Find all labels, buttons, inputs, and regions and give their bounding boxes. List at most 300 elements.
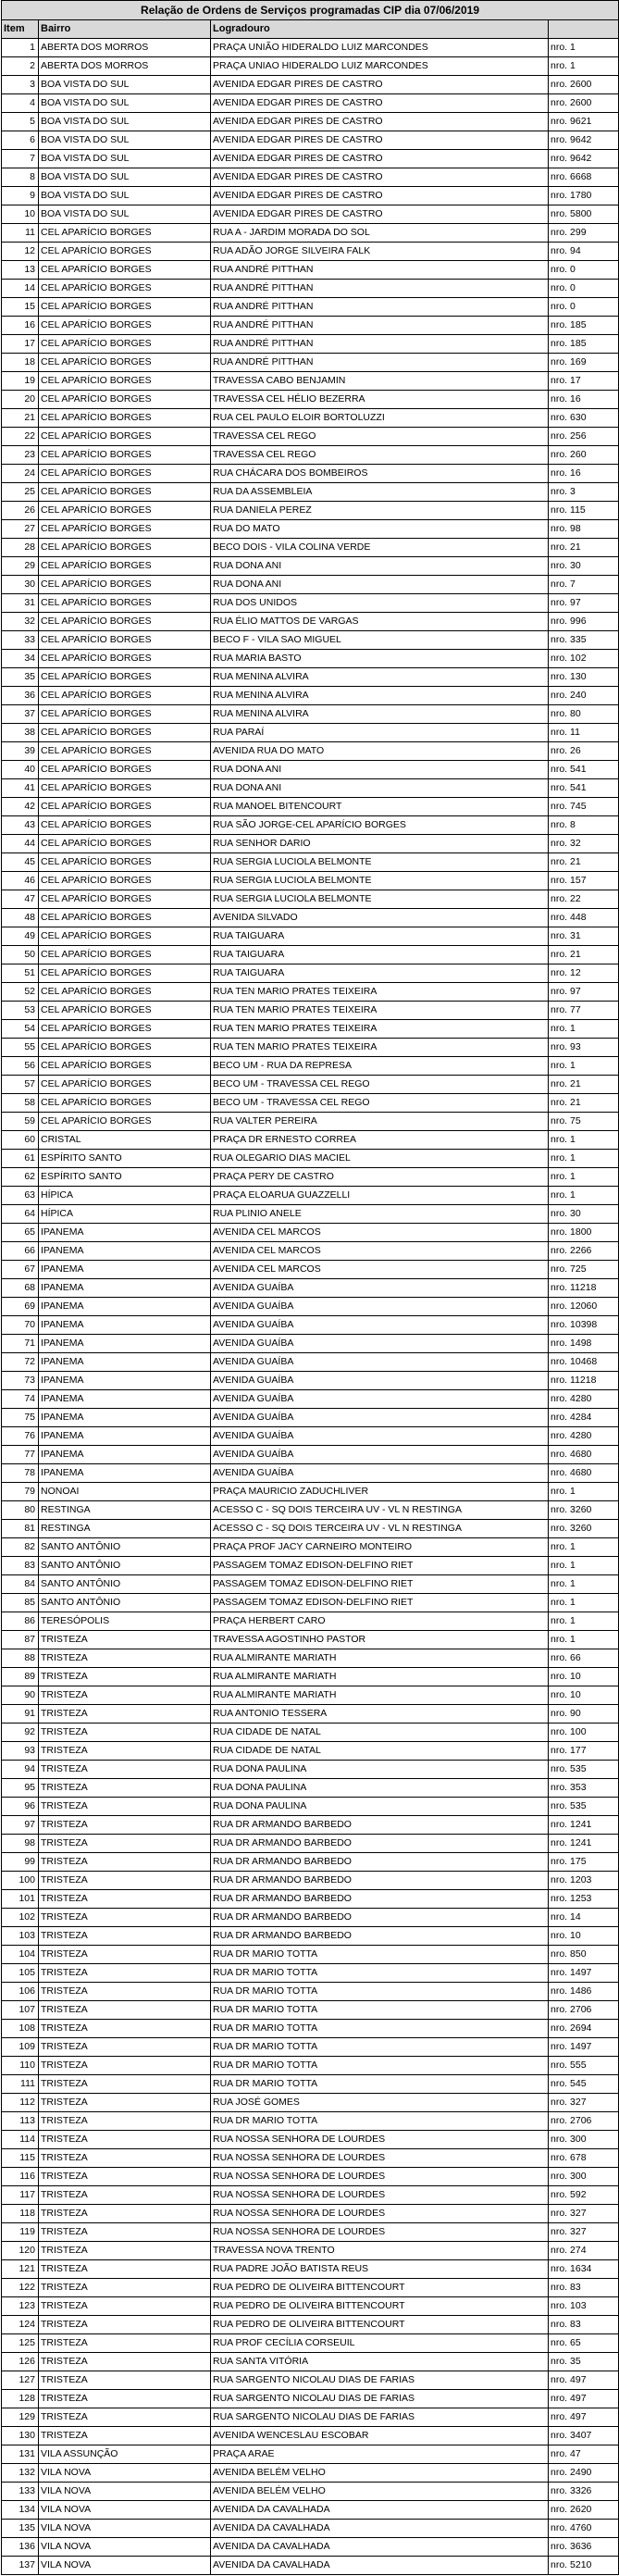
cell-numero: nro. 4280 — [549, 1390, 619, 1409]
cell-bairro: TRISTEZA — [39, 1853, 211, 1872]
cell-logradouro: AVENIDA EDGAR PIRES DE CASTRO — [211, 76, 549, 94]
cell-logradouro: RUA MENINA ALVIRA — [211, 668, 549, 687]
table-body — [2, 39, 619, 2575]
cell-bairro: BOA VISTA DO SUL — [39, 76, 211, 94]
cell-logradouro: RUA DR MARIO TOTTA — [211, 2075, 549, 2094]
table-row — [2, 1872, 619, 1890]
cell-logradouro: TRAVESSA CEL REGO — [211, 446, 549, 465]
table-row — [2, 1686, 619, 1705]
cell-item: 125 — [2, 2334, 39, 2353]
cell-numero: nro. 30 — [549, 1205, 619, 1224]
table-row — [2, 798, 619, 816]
cell-bairro: TRISTEZA — [39, 1816, 211, 1835]
cell-bairro: TRISTEZA — [39, 1761, 211, 1779]
cell-numero: nro. 1 — [549, 1168, 619, 1187]
cell-item: 88 — [2, 1649, 39, 1668]
cell-logradouro: PRAÇA PROF JACY CARNEIRO MONTEIRO — [211, 1538, 549, 1557]
cell-logradouro: RUA MARIA BASTO — [211, 650, 549, 668]
cell-numero: nro. 97 — [549, 594, 619, 613]
table-row — [2, 2390, 619, 2408]
cell-bairro: CEL APARÍCIO BORGES — [39, 1057, 211, 1076]
table-row — [2, 1261, 619, 1279]
cell-item: 57 — [2, 1076, 39, 1094]
cell-bairro: TRISTEZA — [39, 1779, 211, 1798]
table-row — [2, 927, 619, 946]
table-row — [2, 1002, 619, 1020]
cell-item: 132 — [2, 2464, 39, 2483]
table-row — [2, 2001, 619, 2020]
table-row — [2, 1057, 619, 1076]
table-row — [2, 1964, 619, 1983]
cell-bairro: CEL APARÍCIO BORGES — [39, 909, 211, 927]
table-row — [2, 1557, 619, 1575]
cell-numero: nro. 497 — [549, 2390, 619, 2408]
cell-logradouro: PRAÇA HERBERT CARO — [211, 1612, 549, 1631]
cell-item: 7 — [2, 150, 39, 168]
cell-numero: nro. 7 — [549, 576, 619, 594]
cell-numero: nro. 1 — [549, 1557, 619, 1575]
table-row — [2, 261, 619, 280]
cell-bairro: CEL APARÍCIO BORGES — [39, 557, 211, 576]
cell-item: 64 — [2, 1205, 39, 1224]
cell-bairro: CEL APARÍCIO BORGES — [39, 539, 211, 557]
table-row — [2, 1205, 619, 1224]
cell-numero: nro. 30 — [549, 557, 619, 576]
cell-numero: nro. 14 — [549, 1909, 619, 1927]
cell-logradouro: RUA PLINIO ANELE — [211, 1205, 549, 1224]
cell-logradouro: AVENIDA EDGAR PIRES DE CASTRO — [211, 150, 549, 168]
cell-logradouro: RUA DR ARMANDO BARBEDO — [211, 1909, 549, 1927]
cell-item: 108 — [2, 2020, 39, 2038]
cell-bairro: TRISTEZA — [39, 2112, 211, 2131]
table-row — [2, 2075, 619, 2094]
cell-numero: nro. 1498 — [549, 1335, 619, 1353]
cell-logradouro: AVENIDA GUAÍBA — [211, 1390, 549, 1409]
cell-logradouro: RUA DANIELA PEREZ — [211, 502, 549, 520]
cell-bairro: TRISTEZA — [39, 2205, 211, 2223]
cell-bairro: IPANEMA — [39, 1427, 211, 1446]
cell-item: 45 — [2, 853, 39, 872]
cell-logradouro: RUA TAIGUARA — [211, 927, 549, 946]
cell-numero: nro. 100 — [549, 1724, 619, 1742]
cell-numero: nro. 1497 — [549, 2038, 619, 2057]
table-row — [2, 2279, 619, 2297]
cell-numero: nro. 1 — [549, 1612, 619, 1631]
cell-item: 104 — [2, 1946, 39, 1964]
cell-numero: nro. 1241 — [549, 1835, 619, 1853]
cell-numero: nro. 1 — [549, 1631, 619, 1649]
cell-numero: nro. 83 — [549, 2279, 619, 2297]
cell-bairro: CEL APARÍCIO BORGES — [39, 890, 211, 909]
cell-logradouro: RUA NOSSA SENHORA DE LOURDES — [211, 2131, 549, 2149]
cell-bairro: CEL APARÍCIO BORGES — [39, 983, 211, 1002]
table-row — [2, 335, 619, 354]
table-row — [2, 2205, 619, 2223]
table-row — [2, 354, 619, 372]
cell-item: 15 — [2, 298, 39, 317]
cell-item: 8 — [2, 168, 39, 187]
cell-logradouro: TRAVESSA NOVA TRENTO — [211, 2242, 549, 2260]
cell-item: 75 — [2, 1409, 39, 1427]
cell-item: 69 — [2, 1298, 39, 1316]
cell-numero: nro. 5800 — [549, 205, 619, 224]
cell-item: 48 — [2, 909, 39, 927]
table-row — [2, 2334, 619, 2353]
cell-logradouro: RUA A - JARDIM MORADA DO SOL — [211, 224, 549, 243]
cell-numero: nro. 4680 — [549, 1446, 619, 1464]
table-row — [2, 1798, 619, 1816]
cell-bairro: BOA VISTA DO SUL — [39, 187, 211, 205]
cell-item: 89 — [2, 1668, 39, 1686]
table-row — [2, 2112, 619, 2131]
cell-numero: nro. 3260 — [549, 1520, 619, 1538]
cell-numero: nro. 541 — [549, 761, 619, 779]
cell-bairro: TRISTEZA — [39, 2149, 211, 2168]
cell-logradouro: RUA DR MARIO TOTTA — [211, 1964, 549, 1983]
cell-numero: nro. 2266 — [549, 1242, 619, 1261]
table-row — [2, 909, 619, 927]
cell-logradouro: RUA OLEGARIO DIAS MACIEL — [211, 1150, 549, 1168]
cell-item: 37 — [2, 705, 39, 724]
table-row — [2, 983, 619, 1002]
cell-numero: nro. 1 — [549, 1483, 619, 1501]
header-row — [2, 20, 619, 39]
cell-bairro: CEL APARÍCIO BORGES — [39, 224, 211, 243]
table-row — [2, 1076, 619, 1094]
cell-item: 131 — [2, 2445, 39, 2464]
cell-item: 106 — [2, 1983, 39, 2001]
cell-bairro: CEL APARÍCIO BORGES — [39, 1002, 211, 1020]
cell-item: 123 — [2, 2297, 39, 2316]
cell-logradouro: RUA DO MATO — [211, 520, 549, 539]
cell-logradouro: ACESSO C - SQ DOIS TERCEIRA UV - VL N RESTINGA — [211, 1501, 549, 1520]
cell-logradouro: RUA NOSSA SENHORA DE LOURDES — [211, 2205, 549, 2223]
cell-bairro: CEL APARÍCIO BORGES — [39, 335, 211, 354]
cell-logradouro: RUA ANDRÉ PITTHAN — [211, 335, 549, 354]
cell-item: 80 — [2, 1501, 39, 1520]
cell-logradouro: BECO F - VILA SAO MIGUEL — [211, 631, 549, 650]
cell-item: 50 — [2, 946, 39, 964]
cell-logradouro: TRAVESSA CEL REGO — [211, 428, 549, 446]
table-row — [2, 409, 619, 428]
table-row — [2, 428, 619, 446]
cell-bairro: IPANEMA — [39, 1464, 211, 1483]
cell-bairro: CEL APARÍCIO BORGES — [39, 576, 211, 594]
cell-bairro: CEL APARÍCIO BORGES — [39, 520, 211, 539]
table-row — [2, 391, 619, 409]
table-row — [2, 779, 619, 798]
cell-bairro: BOA VISTA DO SUL — [39, 205, 211, 224]
cell-numero: nro. 11218 — [549, 1279, 619, 1298]
cell-numero: nro. 260 — [549, 446, 619, 465]
cell-item: 87 — [2, 1631, 39, 1649]
table-row — [2, 187, 619, 205]
cell-bairro: TRISTEZA — [39, 1890, 211, 1909]
cell-logradouro: RUA CHÁCARA DOS BOMBEIROS — [211, 465, 549, 483]
table-row — [2, 1020, 619, 1039]
table-row — [2, 1316, 619, 1335]
cell-numero: nro. 1241 — [549, 1816, 619, 1835]
cell-logradouro: RUA TEN MARIO PRATES TEIXEIRA — [211, 1002, 549, 1020]
cell-bairro: TRISTEZA — [39, 1964, 211, 1983]
cell-numero: nro. 327 — [549, 2094, 619, 2112]
table-row — [2, 1927, 619, 1946]
cell-numero: nro. 16 — [549, 465, 619, 483]
cell-item: 29 — [2, 557, 39, 576]
cell-numero: nro. 1 — [549, 1131, 619, 1150]
table-row — [2, 853, 619, 872]
table-row — [2, 131, 619, 150]
cell-numero: nro. 115 — [549, 502, 619, 520]
cell-item: 109 — [2, 2038, 39, 2057]
cell-logradouro: RUA PADRE JOÃO BATISTA REUS — [211, 2260, 549, 2279]
cell-numero: nro. 75 — [549, 1113, 619, 1131]
cell-bairro: CEL APARÍCIO BORGES — [39, 594, 211, 613]
cell-item: 18 — [2, 354, 39, 372]
cell-item: 94 — [2, 1761, 39, 1779]
cell-logradouro: RUA SÃO JORGE-CEL APARÍCIO BORGES — [211, 816, 549, 835]
table-row — [2, 1279, 619, 1298]
cell-item: 137 — [2, 2557, 39, 2575]
cell-numero: nro. 3260 — [549, 1501, 619, 1520]
cell-logradouro: RUA TEN MARIO PRATES TEIXEIRA — [211, 983, 549, 1002]
cell-bairro: SANTO ANTÔNIO — [39, 1575, 211, 1594]
cell-numero: nro. 327 — [549, 2205, 619, 2223]
cell-numero: nro. 678 — [549, 2149, 619, 2168]
cell-logradouro: AVENIDA GUAÍBA — [211, 1372, 549, 1390]
cell-logradouro: RUA MENINA ALVIRA — [211, 705, 549, 724]
cell-bairro: TRISTEZA — [39, 2390, 211, 2408]
cell-logradouro: RUA VALTER PEREIRA — [211, 1113, 549, 1131]
cell-logradouro: AVENIDA EDGAR PIRES DE CASTRO — [211, 94, 549, 113]
cell-bairro: CEL APARÍCIO BORGES — [39, 835, 211, 853]
cell-logradouro: TRAVESSA AGOSTINHO PASTOR — [211, 1631, 549, 1649]
cell-logradouro: RUA SERGIA LUCIOLA BELMONTE — [211, 853, 549, 872]
cell-bairro: IPANEMA — [39, 1279, 211, 1298]
cell-numero: nro. 1203 — [549, 1872, 619, 1890]
table-row — [2, 1464, 619, 1483]
cell-logradouro: RUA ÉLIO MATTOS DE VARGAS — [211, 613, 549, 631]
cell-logradouro: TRAVESSA CABO BENJAMIN — [211, 372, 549, 391]
cell-logradouro: RUA ADÃO JORGE SILVEIRA FALK — [211, 243, 549, 261]
cell-bairro: CEL APARÍCIO BORGES — [39, 391, 211, 409]
table-row — [2, 1631, 619, 1649]
cell-item: 62 — [2, 1168, 39, 1187]
cell-bairro: CEL APARÍCIO BORGES — [39, 317, 211, 335]
cell-logradouro: RUA TAIGUARA — [211, 964, 549, 983]
cell-logradouro: PRAÇA MAURICIO ZADUCHLIVER — [211, 1483, 549, 1501]
cell-numero: nro. 497 — [549, 2408, 619, 2427]
cell-numero: nro. 66 — [549, 1649, 619, 1668]
table-row — [2, 890, 619, 909]
cell-bairro: TRISTEZA — [39, 2242, 211, 2260]
cell-bairro: TRISTEZA — [39, 1835, 211, 1853]
cell-numero: nro. 1 — [549, 57, 619, 76]
cell-bairro: TRISTEZA — [39, 1631, 211, 1649]
table-row — [2, 1668, 619, 1686]
cell-logradouro: RUA TAIGUARA — [211, 946, 549, 964]
cell-bairro: CEL APARÍCIO BORGES — [39, 502, 211, 520]
cell-item: 5 — [2, 113, 39, 131]
cell-logradouro: AVENIDA DA CAVALHADA — [211, 2538, 549, 2557]
cell-item: 72 — [2, 1353, 39, 1372]
cell-bairro: IPANEMA — [39, 1242, 211, 1261]
cell-bairro: CEL APARÍCIO BORGES — [39, 298, 211, 317]
cell-numero: nro. 240 — [549, 687, 619, 705]
cell-logradouro: BECO UM - TRAVESSA CEL REGO — [211, 1076, 549, 1094]
cell-bairro: IPANEMA — [39, 1316, 211, 1335]
table-row — [2, 1779, 619, 1798]
cell-numero: nro. 850 — [549, 1946, 619, 1964]
cell-item: 11 — [2, 224, 39, 243]
cell-item: 77 — [2, 1446, 39, 1464]
cell-logradouro: BECO DOIS - VILA COLINA VERDE — [211, 539, 549, 557]
cell-bairro: TRISTEZA — [39, 1742, 211, 1761]
cell-numero: nro. 21 — [549, 1094, 619, 1113]
table-row — [2, 1187, 619, 1205]
table-row — [2, 2371, 619, 2390]
cell-item: 134 — [2, 2501, 39, 2520]
cell-numero: nro. 9642 — [549, 150, 619, 168]
cell-item: 79 — [2, 1483, 39, 1501]
cell-bairro: VILA NOVA — [39, 2464, 211, 2483]
cell-logradouro: RUA DOS UNIDOS — [211, 594, 549, 613]
cell-logradouro: RUA NOSSA SENHORA DE LOURDES — [211, 2149, 549, 2168]
table-row — [2, 1761, 619, 1779]
cell-logradouro: RUA PEDRO DE OLIVEIRA BITTENCOURT — [211, 2316, 549, 2334]
cell-numero: nro. 11218 — [549, 1372, 619, 1390]
cell-logradouro: RUA PEDRO DE OLIVEIRA BITTENCOURT — [211, 2279, 549, 2297]
cell-logradouro: AVENIDA GUAÍBA — [211, 1279, 549, 1298]
cell-logradouro: RUA PARAÍ — [211, 724, 549, 742]
cell-bairro: IPANEMA — [39, 1409, 211, 1427]
cell-bairro: TRISTEZA — [39, 1909, 211, 1927]
cell-item: 119 — [2, 2223, 39, 2242]
table-row — [2, 520, 619, 539]
cell-bairro: TRISTEZA — [39, 2427, 211, 2445]
service-orders-table — [1, 0, 619, 2575]
cell-item: 90 — [2, 1686, 39, 1705]
table-row — [2, 2483, 619, 2501]
cell-numero: nro. 2600 — [549, 76, 619, 94]
cell-bairro: BOA VISTA DO SUL — [39, 113, 211, 131]
cell-bairro: ABERTA DOS MORROS — [39, 39, 211, 57]
cell-bairro: CEL APARÍCIO BORGES — [39, 261, 211, 280]
cell-logradouro: RUA ANTONIO TESSERA — [211, 1705, 549, 1724]
cell-item: 68 — [2, 1279, 39, 1298]
cell-numero: nro. 2620 — [549, 2501, 619, 2520]
cell-numero: nro. 157 — [549, 872, 619, 890]
cell-item: 81 — [2, 1520, 39, 1538]
cell-bairro: TRISTEZA — [39, 2260, 211, 2279]
cell-numero: nro. 102 — [549, 650, 619, 668]
cell-item: 9 — [2, 187, 39, 205]
cell-bairro: RESTINGA — [39, 1501, 211, 1520]
cell-item: 71 — [2, 1335, 39, 1353]
cell-bairro: SANTO ANTÔNIO — [39, 1557, 211, 1575]
cell-bairro: TRISTEZA — [39, 2001, 211, 2020]
table-row — [2, 1372, 619, 1390]
cell-bairro: TRISTEZA — [39, 1724, 211, 1742]
table-row — [2, 113, 619, 131]
table-row — [2, 557, 619, 576]
cell-item: 34 — [2, 650, 39, 668]
cell-logradouro: PRAÇA PERY DE CASTRO — [211, 1168, 549, 1187]
cell-bairro: TRISTEZA — [39, 2279, 211, 2297]
cell-bairro: TRISTEZA — [39, 2020, 211, 2038]
table-row — [2, 872, 619, 890]
table-row — [2, 2186, 619, 2205]
cell-item: 67 — [2, 1261, 39, 1279]
cell-item: 46 — [2, 872, 39, 890]
cell-item: 36 — [2, 687, 39, 705]
cell-logradouro: RUA ALMIRANTE MARIATH — [211, 1668, 549, 1686]
cell-bairro: TRISTEZA — [39, 2186, 211, 2205]
cell-item: 73 — [2, 1372, 39, 1390]
cell-numero: nro. 47 — [549, 2445, 619, 2464]
cell-item: 93 — [2, 1742, 39, 1761]
cell-item: 60 — [2, 1131, 39, 1150]
cell-numero: nro. 497 — [549, 2371, 619, 2390]
table-row — [2, 1483, 619, 1501]
table-row — [2, 1168, 619, 1187]
table-row — [2, 2131, 619, 2149]
cell-numero: nro. 0 — [549, 261, 619, 280]
cell-logradouro: PRAÇA UNIÃO HIDERALDO LUIZ MARCONDES — [211, 39, 549, 57]
cell-item: 35 — [2, 668, 39, 687]
table-row — [2, 2427, 619, 2445]
cell-numero: nro. 1486 — [549, 1983, 619, 2001]
cell-item: 96 — [2, 1798, 39, 1816]
cell-numero: nro. 353 — [549, 1779, 619, 1798]
cell-bairro: TRISTEZA — [39, 2334, 211, 2353]
cell-numero: nro. 21 — [549, 539, 619, 557]
cell-item: 126 — [2, 2353, 39, 2371]
table-row — [2, 1890, 619, 1909]
table-row — [2, 539, 619, 557]
cell-bairro: CEL APARÍCIO BORGES — [39, 668, 211, 687]
cell-item: 58 — [2, 1094, 39, 1113]
cell-numero: nro. 1 — [549, 1187, 619, 1205]
cell-numero: nro. 327 — [549, 2223, 619, 2242]
cell-bairro: TERESÓPOLIS — [39, 1612, 211, 1631]
cell-item: 66 — [2, 1242, 39, 1261]
cell-numero: nro. 1 — [549, 1575, 619, 1594]
cell-item: 10 — [2, 205, 39, 224]
cell-numero: nro. 535 — [549, 1761, 619, 1779]
table-row — [2, 1335, 619, 1353]
cell-logradouro: RUA CIDADE DE NATAL — [211, 1724, 549, 1742]
cell-item: 111 — [2, 2075, 39, 2094]
cell-logradouro: RUA DR ARMANDO BARBEDO — [211, 1835, 549, 1853]
column-header-logradouro: Logradouro — [211, 20, 549, 39]
table-row — [2, 2020, 619, 2038]
cell-item: 101 — [2, 1890, 39, 1909]
cell-item: 124 — [2, 2316, 39, 2334]
cell-bairro: TRISTEZA — [39, 1668, 211, 1686]
table-row — [2, 2260, 619, 2279]
table-row — [2, 1594, 619, 1612]
cell-bairro: CEL APARÍCIO BORGES — [39, 798, 211, 816]
cell-item: 127 — [2, 2371, 39, 2390]
cell-bairro: CEL APARÍCIO BORGES — [39, 1113, 211, 1131]
cell-item: 70 — [2, 1316, 39, 1335]
cell-bairro: TRISTEZA — [39, 2223, 211, 2242]
cell-numero: nro. 1 — [549, 1020, 619, 1039]
cell-logradouro: AVENIDA BELÉM VELHO — [211, 2464, 549, 2483]
cell-bairro: TRISTEZA — [39, 2371, 211, 2390]
cell-logradouro: RUA NOSSA SENHORA DE LOURDES — [211, 2223, 549, 2242]
